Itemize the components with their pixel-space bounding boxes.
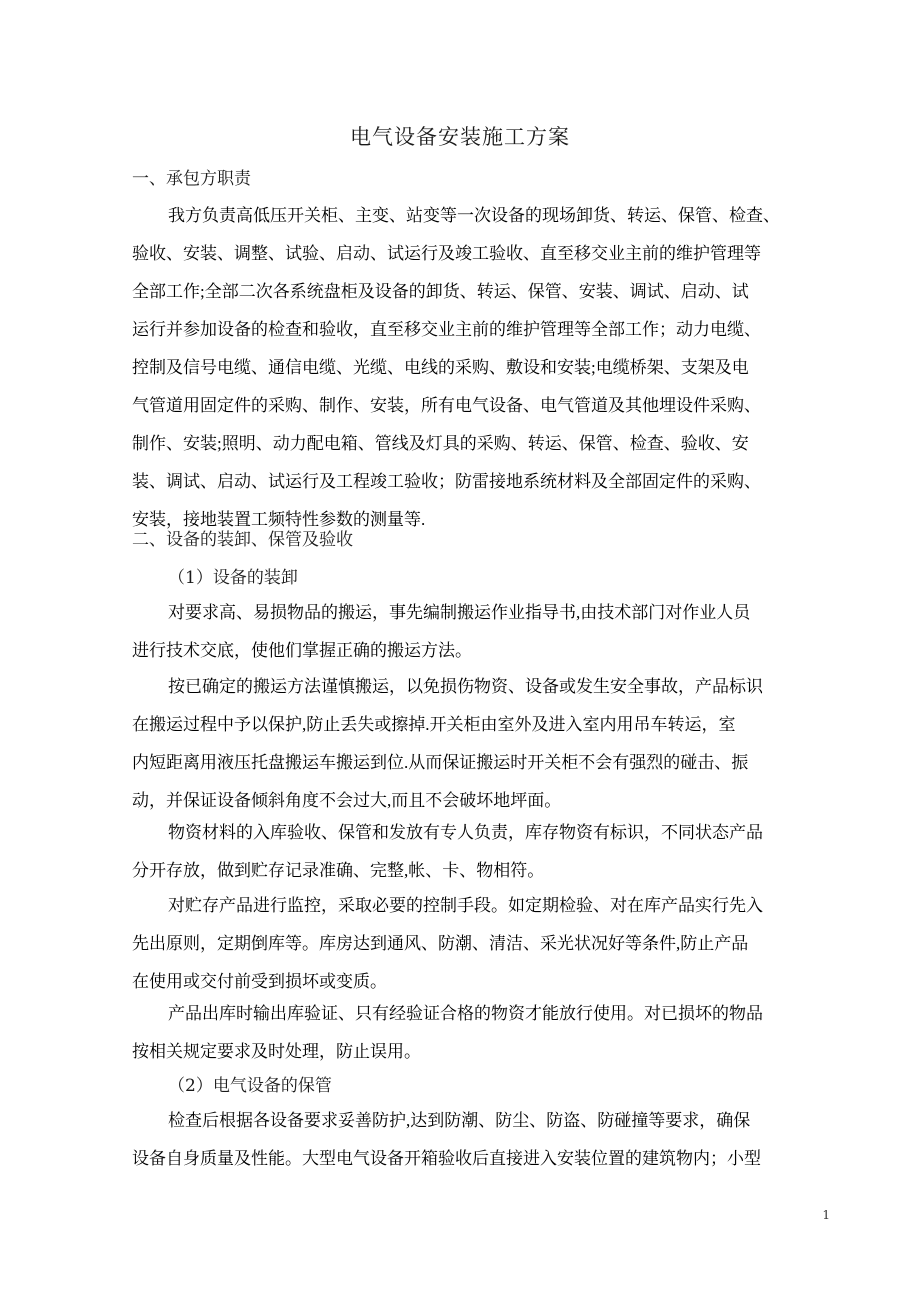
text-line: 我方负责高低压开关柜、主变、站变等一次设备的现场卸货、转运、保管、检查、 [168,206,780,225]
section-2-heading: 二、设备的装卸、保管及验收 [132,530,353,550]
section-1-paragraph [132,197,816,539]
text-line: 对贮存产品进行监控，采取必要的控制手段。如定期检验、对在库产品实行先入 [168,896,763,915]
subsection-heading-loading: （1）设备的装卸 [168,568,298,588]
text-line: 产品出库时输出库验证、只有经验证合格的物资才能放行使用。对已损坏的物品 [168,1004,763,1023]
text-line: 在搬运过程中予以保护,防止丢失或擦掉.开关柜由室外及进入室内用吊车转运，室 [132,715,736,734]
text-line: 动，并保证设备倾斜角度不会过大,而且不会破坏地坪面。 [132,791,562,810]
text-line: 设备自身质量及性能。大型电气设备开箱验收后直接进入安装位置的建筑物内；小型 [132,1149,761,1168]
section-1-heading: 一、承包方职责 [132,169,251,189]
text-line: 分开存放，做到贮存记录准确、完整,帐、卡、物相符。 [132,861,545,880]
text-line: 检查后根据各设备要求妥善防护,达到防潮、防尘、防盗、防碰撞等要求，确保 [168,1111,751,1130]
paragraph-warehouse-acceptance [132,814,816,890]
text-line: 全部工作;全部二次各系统盘柜及设备的卸货、转运、保管、安装、调试、启动、试 [132,282,749,301]
document-title: 电气设备安装施工方案 [350,125,570,149]
text-line: 制作、安装;照明、动力配电箱、管线及灯具的采购、转运、保管、检查、验收、安 [132,434,749,453]
text-line: 按相关规定要求及时处理，防止误用。 [132,1042,421,1061]
subsection-heading-storage: （2）电气设备的保管 [168,1076,332,1096]
text-line: 内短距离用液压托盘搬运车搬运到位.从而保证搬运时开关柜不会有强烈的碰击、振 [132,753,749,772]
text-line: 对要求高、易损物品的搬运，事先编制搬运作业指导书,由技术部门对作业人员 [168,603,751,622]
page-number: 1 [822,1208,830,1222]
text-line: 装、调试、启动、试运行及工程竣工验收；防雷接地系统材料及全部固定件的采购、 [132,472,761,491]
paragraph-equipment-protection [132,1102,816,1178]
text-line: 气管道用固定件的采购、制作、安装，所有电气设备、电气管道及其他埋设件采购、 [132,396,761,415]
text-line: 控制及信号电缆、通信电缆、光缆、电线的采购、敷设和安装;电缆桥架、支架及电 [132,358,749,377]
text-line: 安装，接地装置工频特性参数的测量等. [132,510,426,529]
paragraph-handling-instructions [132,594,816,670]
text-line: 物资材料的入库验收、保管和发放有专人负责，库存物资有标识，不同状态产品 [168,823,763,842]
text-line: 按已确定的搬运方法谨慎搬运，以免损伤物资、设备或发生安全事故，产品标识 [168,677,763,696]
paragraph-careful-transport [132,668,816,820]
text-line: 进行技术交底，使他们掌握正确的搬运方法。 [132,641,472,660]
text-line: 运行并参加设备的检查和验收，直至移交业主前的维护管理等全部工作；动力电缆、 [132,320,761,339]
text-line: 先出原则，定期倒库等。库房达到通风、防潮、清洁、采光状况好等条件,防止产品 [132,934,749,953]
text-line: 验收、安装、调整、试验、启动、试运行及竣工验收、直至移交业主前的维护管理等 [132,244,761,263]
paragraph-outbound-verification [132,995,816,1071]
text-line: 在使用或交付前受到损坏或变质。 [132,972,387,991]
paragraph-storage-monitoring [132,887,816,1001]
